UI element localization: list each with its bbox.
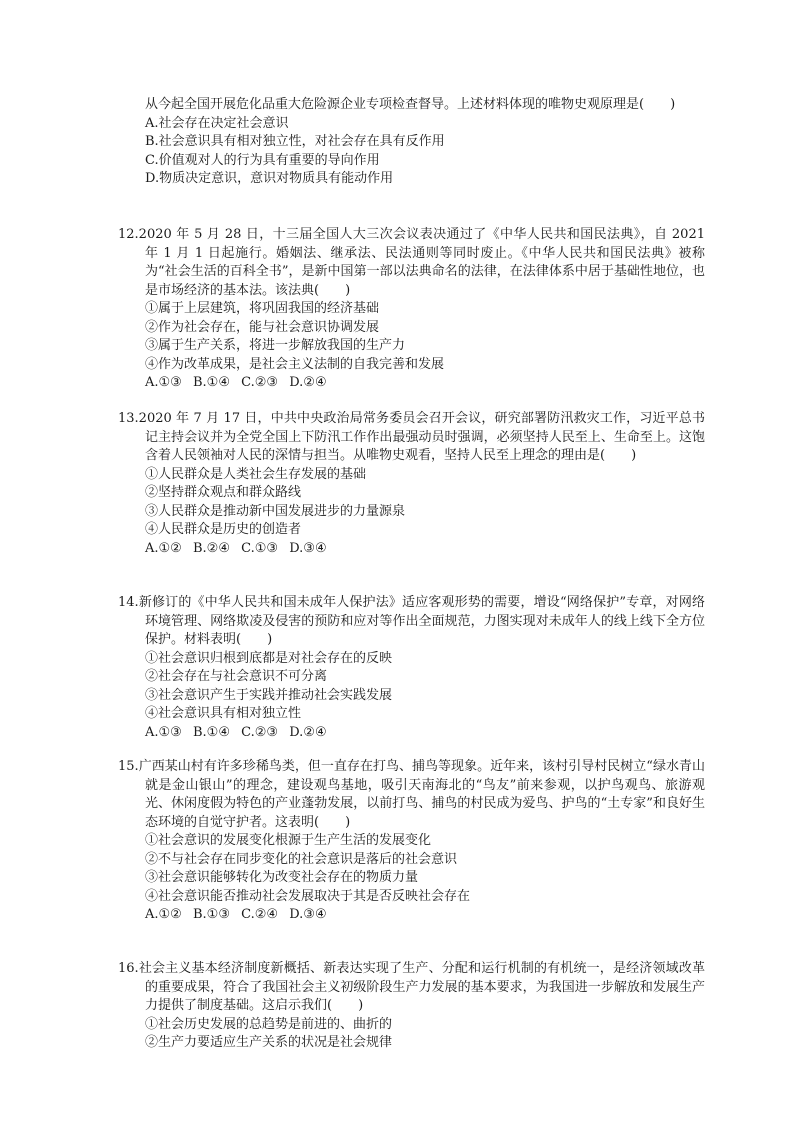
answer-c: C.②③	[241, 375, 279, 390]
question-16-stem: 16.社会主义基本经济制度新概括、新表达实现了生产、分配和运行机制的有机统一，是经济领域改革的重要成果，符合了我国社会主义初级阶段生产力发展的基本要求，为我国进一步解放和发展生产力提供了制度基础。这启示我们( )	[118, 961, 705, 1013]
question-12-statement-3: ③属于生产关系，将进一步解放我国的生产力	[145, 338, 406, 353]
question-15-statement-3: ③社会意识能够转化为改变社会存在的物质力量	[145, 870, 419, 885]
question-12-stem: 12.2020 年 5 月 28 日，十三届全国人大三次会议表决通过了《中华人民共和国民法典》，自 2021 年 1 月 1 日起施行。婚姻法、继承法、民法通则等同时废止。《中华人民共和国民法典》被称为“社会生活的百科全书”，是新中国第一部以法典命名的法律，在法律体系中居于基础性地位，也是市场经济的基本法。该法典( )	[118, 227, 705, 298]
question-13-stem: 13.2020 年 7 月 17 日，中共中央政治局常务委员会召开会议，研究部署防汛救灾工作，习近平总书记主持会议并为全党全国上下防汛工作作出最强动员时强调，必须坚持人民至上、生命至上。这饱含着人民领袖对人民的深情与担当。从唯物史观看，坚持人民至上理念的理由是( )	[118, 411, 705, 463]
question-14-statement-1: ①社会意识归根到底都是对社会存在的反映	[145, 650, 393, 666]
question-15-stem: 15.广西某山村有许多珍稀鸟类，但一直存在打鸟、捕鸟等现象。近年来，该村引导村民树立“绿水青山就是金山银山”的理念，建设观鸟基地，吸引天南海北的“鸟友”前来参观，以护鸟观鸟、旅游观光、休闲度假为特色的产业蓬勃发展，以前打鸟、捕鸟的村民成为爱鸟、护鸟的“土专家”和良好生态环境的自觉守护者。这表明( )	[118, 759, 705, 830]
question-14-statement-3: ③社会意识产生于实践并推动社会实践发展	[145, 687, 393, 703]
question-11	[145, 96, 705, 189]
answer-a: A.①③	[145, 375, 182, 390]
question-15-statement-1: ①社会意识的发展变化根源于生产生活的发展变化	[145, 833, 432, 848]
answer-d: D.②④	[289, 724, 327, 740]
answer-d: D.②④	[289, 375, 327, 390]
answer-b: B.②④	[192, 540, 230, 556]
question-14-statement-4: ④社会意识具有相对独立性	[145, 706, 302, 721]
question-15-statement-4: ④社会意识能否推动社会发展取决于其是否反映社会存在	[145, 888, 471, 904]
question-13-statement-2: ②坚持群众观点和群众路线	[145, 485, 302, 500]
question-15-statement-2: ②不与社会存在同步变化的社会意识是落后的社会意识	[145, 851, 458, 867]
answer-b: B.①③	[192, 907, 230, 922]
question-12-statement-4: ④作为改革成果，是社会主义法制的自我完善和发展	[145, 356, 445, 372]
question-11-stem: 从今起全国开展危化品重大危险源企业专项检查督导。上述材料体现的唯物史观原理是( )	[145, 97, 676, 112]
question-15-answers	[145, 906, 705, 925]
question-14-statement-2: ②社会存在与社会意识不可分离	[145, 669, 328, 684]
question-16-statement-2: ②生产力要适应生产关系的状况是社会规律	[145, 1035, 393, 1050]
question-11-option-a: A.社会存在决定社会意识	[145, 115, 289, 131]
question-15	[118, 758, 705, 925]
answer-a: A.①②	[145, 907, 182, 922]
question-11-option-d: D.物质决定意识，意识对物质具有能动作用	[145, 171, 394, 186]
question-13-statement-3: ③人民群众是推动新中国发展进步的力量源泉	[145, 503, 406, 519]
question-12	[118, 226, 705, 393]
answer-b: B.①④	[192, 375, 230, 390]
answer-c: C.②③	[241, 724, 279, 740]
question-14	[118, 594, 705, 742]
answer-c: C.①③	[241, 540, 279, 556]
question-13-statement-1: ①人民群众是人类社会生存发展的基础	[145, 466, 367, 482]
answer-c: C.②④	[241, 907, 279, 922]
question-12-answers	[145, 374, 705, 393]
question-16-statement-1: ①社会历史发展的总趋势是前进的、曲折的	[145, 1016, 393, 1032]
question-16	[118, 960, 705, 1053]
answer-a: A.①③	[145, 724, 182, 740]
question-11-option-c: C.价值观对人的行为具有重要的导向作用	[145, 152, 380, 168]
answer-b: B.①④	[192, 724, 230, 740]
question-14-answers	[145, 724, 705, 743]
answer-d: D.③④	[289, 907, 327, 922]
answer-a: A.①②	[145, 540, 182, 556]
question-13	[118, 410, 705, 558]
question-13-answers	[145, 540, 705, 559]
answer-d: D.③④	[289, 540, 327, 556]
question-12-statement-2: ②作为社会存在，能与社会意识协调发展	[145, 319, 380, 335]
question-14-stem: 14.新修订的《中华人民共和国未成年人保护法》适应客观形势的需要，增设“网络保护”专章，对网络环境管理、网络欺凌及侵害的预防和应对等作出全面规范，力图实现对未成年人的线上线下全方位保护。材料表明( )	[118, 595, 705, 647]
question-11-option-b: B.社会意识具有相对独立性，对社会存在具有反作用	[145, 134, 445, 149]
question-12-statement-1: ①属于上层建筑，将巩固我国的经济基础	[145, 301, 380, 316]
question-13-statement-4: ④人民群众是历史的创造者	[145, 522, 302, 537]
